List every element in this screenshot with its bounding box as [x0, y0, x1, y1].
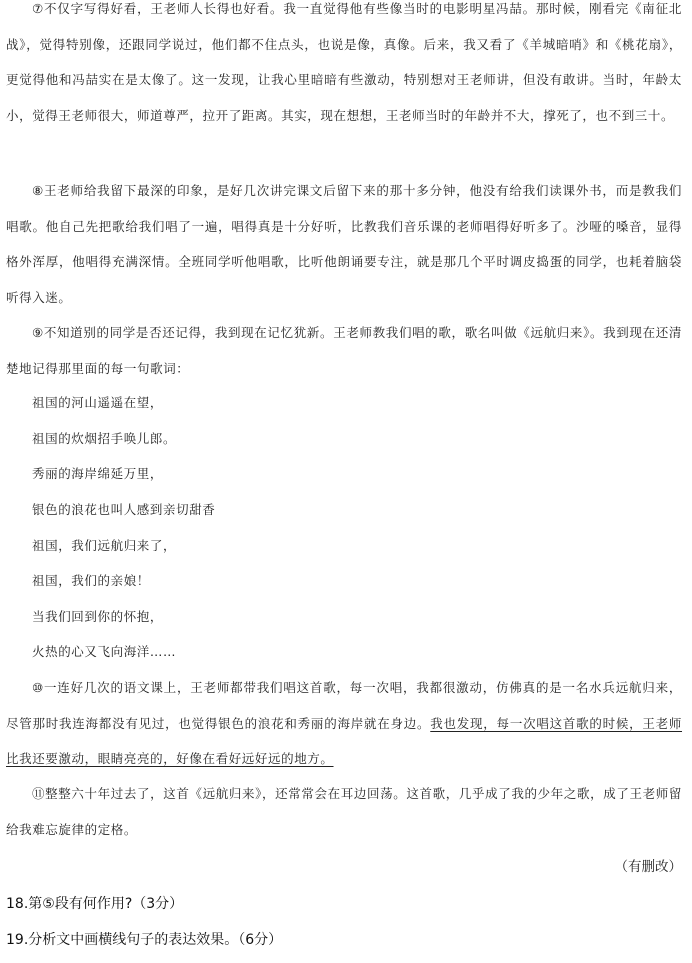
lyric-line: 祖国，我们远航归来了， [32, 538, 177, 553]
question-19: 19.分析文中画横线句子的表达效果。（6分） [6, 932, 283, 948]
lyric-line: 火热的心又飞向海洋…… [32, 644, 177, 659]
lyric-line: 祖国的炊烟招手唤儿郎。 [32, 431, 177, 446]
underlined-sentence: 我也发现，每一次唱这首歌的时候，王老师比我还要激动，眼睛亮亮的，好像在看好远好远的地方。 [6, 715, 683, 767]
lyric-line: 祖国，我们的亲娘！ [32, 573, 150, 588]
question-18: 18.第⑤段有何作用?（3分） [6, 896, 184, 912]
lyric-line: 当我们回到你的怀抱， [32, 609, 164, 624]
paragraph-10 [6, 670, 682, 777]
paragraph-10-text: ⑩一连好几次的语文课上，王老师都带我们唱这首歌，每一次唱，我都很激动，仿佛真的是一名水兵远航归来，尽管那时我连海都没有见过，也觉得银色的浪花和秀丽的海岸就在身边。 [6, 680, 682, 731]
paragraph-9: ⑨不知道别的同学是否还记得，我到现在记忆犹新。王老师教我们唱的歌，歌名叫做《远航归来》。我到现在还清楚地记得那里面的每一句歌词： [6, 325, 682, 376]
source-note: （有删改） [614, 859, 682, 875]
paragraph-7: ⑦不仅字写得好看，王老师人长得也好看。我一直觉得他有些像当时的电影明星冯喆。那时候，刚看完《南征北战》，觉得特别像，还跟同学说过，他们都不住点头，也说是像，真像。后来，我又看了《羊城暗哨》和《桃花扇》，更觉得他和冯喆实在是太像了。这一发现，让我心里暗暗有些激动，特别想对王老师讲，但没有敢讲。当时，年龄太小，觉得王老师很大，师道尊严，拉开了距离。其实，现在想想，王老师当时的年龄并不大，撑死了，也不到三十。 [6, 1, 682, 123]
paragraph-8: ⑧王老师给我留下最深的印象，是好几次讲完课文后留下来的那十多分钟，他没有给我们读课外书，而是教我们唱歌。他自己先把歌给我们唱了一遍，唱得真是十分好听，比教我们音乐课的老师唱得好听多了。沙哑的嗓音，显得格外浑厚，他唱得充满深情。全班同学听他唱歌，比听他朗诵要专注，就是那几个平时调皮捣蛋的同学，也耗着脑袋听得入迷。 [6, 183, 682, 305]
paragraph-11: ⑪整整六十年过去了，这首《远航归来》，还常常会在耳边回荡。这首歌，几乎成了我的少年之歌，成了王老师留给我难忘旋律的定格。 [6, 786, 682, 837]
lyric-line: 祖国的河山遥遥在望， [32, 395, 164, 410]
lyric-line: 秀丽的海岸绵延万里， [32, 466, 164, 481]
lyric-line: 银色的浪花也叫人感到亲切甜香 [32, 502, 216, 517]
